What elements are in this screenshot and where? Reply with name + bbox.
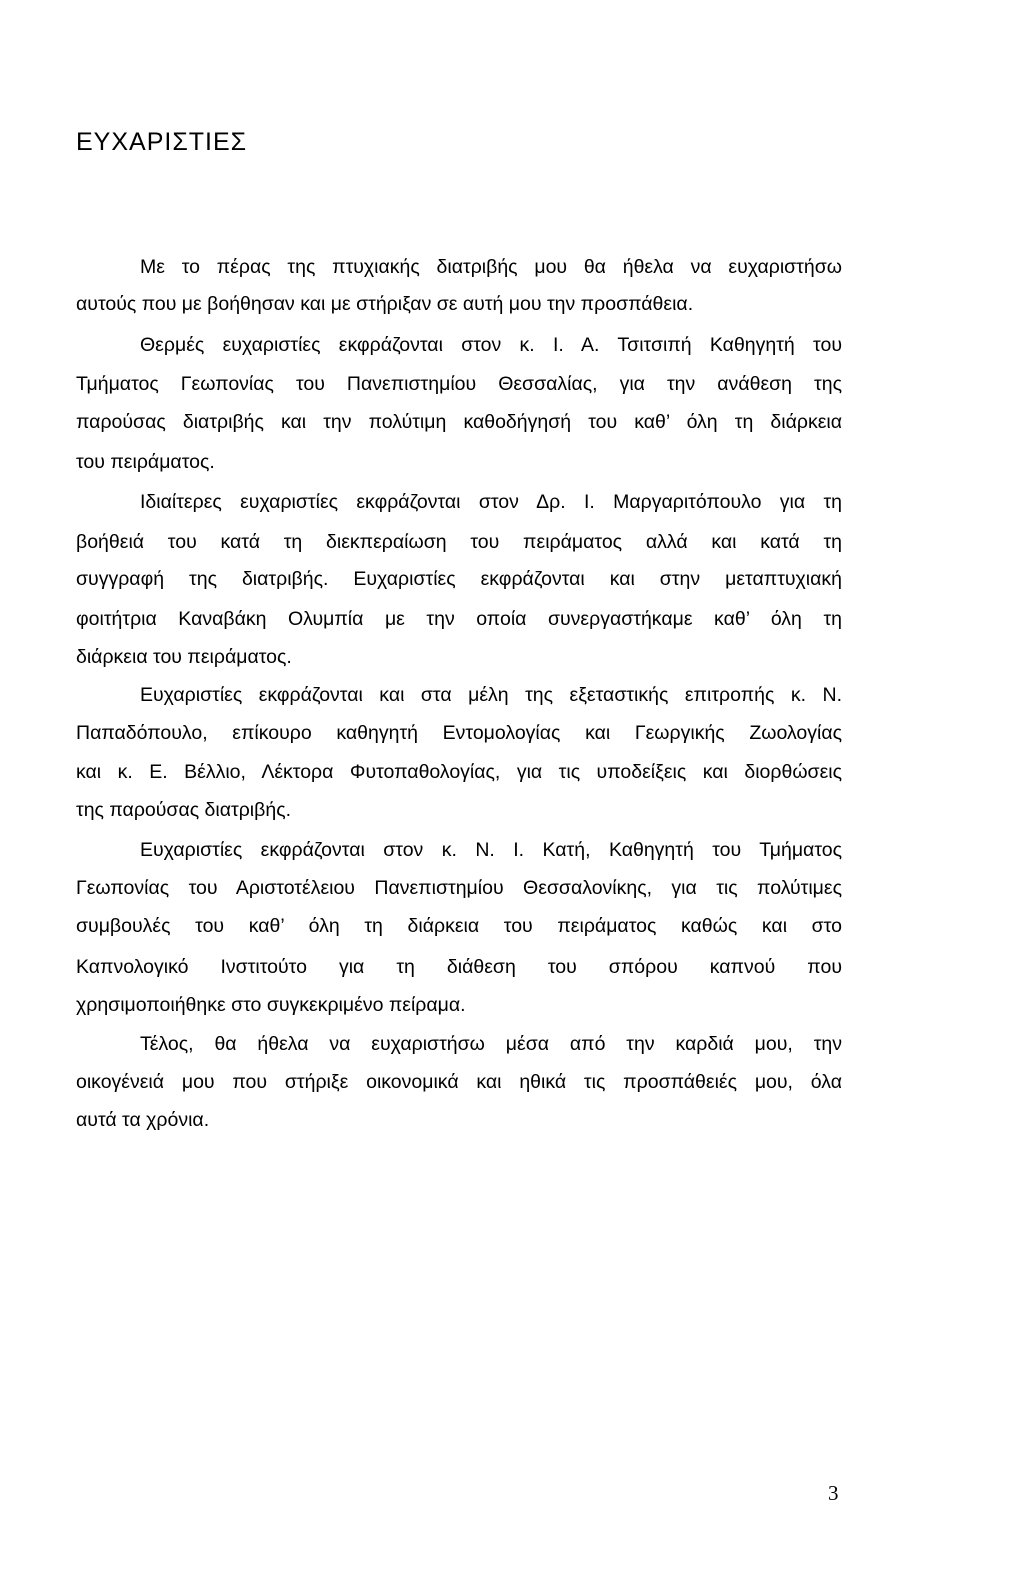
text-line: οικογένειά μου που στήριξε οικονομικά και ηθικά τις προσπάθειές μου, όλα — [76, 1071, 842, 1093]
text-line: φοιτήτρια Καναβάκη Ολυμπία με την οποία συνεργαστήκαμε καθ’ όλη τη — [76, 608, 842, 630]
text-line: Τέλος, θα ήθελα να ευχαριστήσω μέσα από την καρδιά μου, την — [140, 1033, 842, 1055]
text-line: Θερμές ευχαριστίες εκφράζονται στον κ. Ι. Α. Τσιτσιπή Καθηγητή του — [140, 334, 842, 356]
text-line: της παρούσας διατριβής. — [76, 799, 292, 821]
text-line: βοήθειά του κατά τη διεκπεραίωση του πειράματος αλλά και κατά τη — [76, 531, 842, 553]
page-title: ΕΥΧΑΡΙΣΤΙΕΣ — [76, 128, 248, 156]
text-line: διάρκεια του πειράματος. — [76, 646, 292, 668]
text-line: αυτά τα χρόνια. — [76, 1109, 210, 1131]
text-line: αυτούς που με βοήθησαν και με στήριξαν σε αυτή μου την προσπάθεια. — [76, 293, 694, 315]
text-line: Ευχαριστίες εκφράζονται και στα μέλη της εξεταστικής επιτροπής κ. Ν. — [140, 684, 842, 706]
text-line: συμβουλές του καθ’ όλη τη διάρκεια του πειράματος καθώς και στο — [76, 915, 842, 937]
text-line: Γεωπονίας του Αριστοτέλειου Πανεπιστημίου Θεσσαλονίκης, για τις πολύτιμες — [76, 877, 842, 899]
text-line: και κ. Ε. Βέλλιο, Λέκτορα Φυτοπαθολογίας, για τις υποδείξεις και διορθώσεις — [76, 761, 842, 783]
text-line: παρούσας διατριβής και την πολύτιμη καθοδήγησή του καθ’ όλη τη διάρκεια — [76, 411, 842, 433]
text-line: συγγραφή της διατριβής. Ευχαριστίες εκφράζονται και στην μεταπτυχιακή — [76, 568, 842, 590]
text-line: Καπνολογικό Ινστιτούτο για τη διάθεση του σπόρου καπνού που — [76, 956, 842, 978]
page-number: 3 — [828, 1481, 839, 1505]
text-line: του πειράματος. — [76, 451, 215, 473]
text-line: χρησιμοποιήθηκε στο συγκεκριμένο πείραμα. — [76, 994, 466, 1016]
text-line: Τμήματος Γεωπονίας του Πανεπιστημίου Θεσσαλίας, για την ανάθεση της — [76, 373, 842, 395]
text-line: Με το πέρας της πτυχιακής διατριβής μου θα ήθελα να ευχαριστήσω — [140, 256, 842, 278]
text-line: Ιδιαίτερες ευχαριστίες εκφράζονται στον Δρ. Ι. Μαργαριτόπουλο για τη — [140, 491, 842, 513]
text-line: Παπαδόπουλο, επίκουρο καθηγητή Εντομολογίας και Γεωργικής Ζωολογίας — [76, 722, 842, 744]
text-line: Ευχαριστίες εκφράζονται στον κ. Ν. Ι. Κατή, Καθηγητή του Τμήματος — [140, 839, 842, 861]
